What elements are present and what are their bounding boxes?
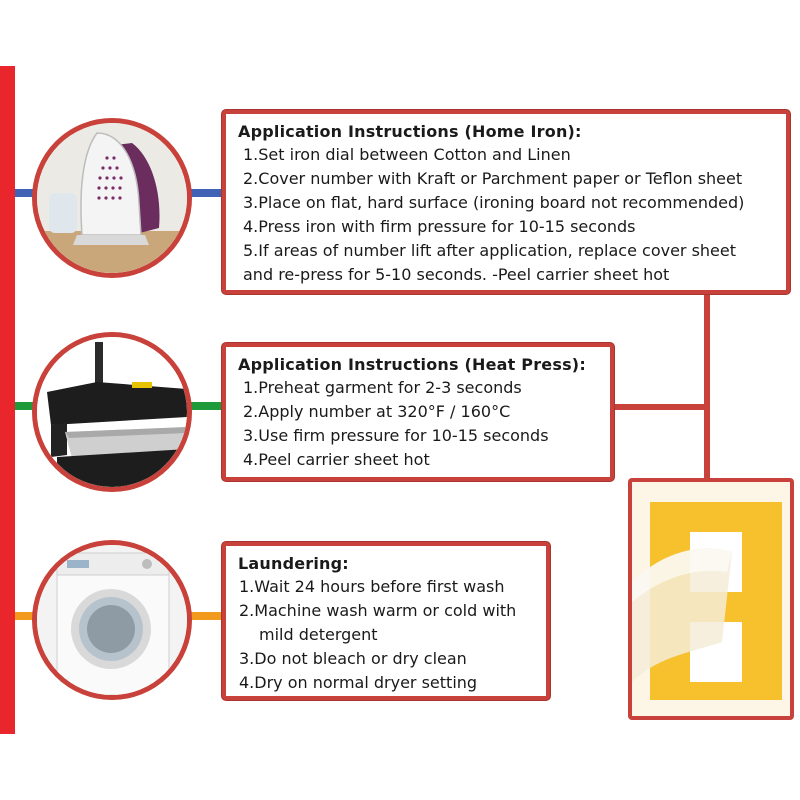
- list-item-continuation: mild detergent: [259, 625, 378, 644]
- list-item: and re-press for 5-10 seconds. -Peel carrier sheet hot: [243, 265, 670, 284]
- list-item: 2.Cover number with Kraft or Parchment paper or Teflon sheet: [243, 169, 743, 188]
- list-item: 2.Apply number at 320°F / 160°C: [243, 402, 511, 421]
- home-iron-instructions: [222, 110, 790, 294]
- list-item: 1.Wait 24 hours before first wash: [239, 577, 505, 596]
- washing-machine-icon: [37, 545, 187, 695]
- washing-machine-photo: [32, 540, 192, 700]
- home-iron-steps: [226, 143, 786, 287]
- list-item: 4.Press iron with firm pressure for 10-15 seconds: [243, 217, 636, 236]
- laundering-steps: [226, 575, 546, 695]
- list-item: [239, 623, 546, 647]
- heat-press-icon: [37, 337, 187, 487]
- list-item: 4.Dry on normal dryer setting: [239, 673, 478, 692]
- heat-press-title: Application Instructions (Heat Press):: [238, 355, 586, 374]
- heat-press-instructions: [222, 343, 614, 481]
- transfer-number-image: [632, 482, 790, 716]
- left-accent-bar: [0, 66, 15, 734]
- list-item: 1.Set iron dial between Cotton and Linen: [243, 145, 571, 164]
- list-item: 2.Machine wash warm or cold with: [239, 601, 517, 620]
- product-connector-horizontal: [606, 404, 710, 410]
- heat-press-photo: [32, 332, 192, 492]
- iron-icon: [37, 123, 187, 273]
- heat-press-steps: [226, 376, 610, 472]
- list-item: 3.Use firm pressure for 10-15 seconds: [243, 426, 549, 445]
- home-iron-title: Application Instructions (Home Iron):: [238, 122, 582, 141]
- laundering-instructions: [222, 542, 550, 700]
- product-connector-vertical: [704, 286, 710, 482]
- list-item: 3.Place on flat, hard surface (ironing board not recommended): [243, 193, 745, 212]
- list-item: 3.Do not bleach or dry clean: [239, 649, 467, 668]
- list-item: 1.Preheat garment for 2-3 seconds: [243, 378, 522, 397]
- list-item: 5.If areas of number lift after application, replace cover sheet: [243, 241, 737, 260]
- product-photo: [628, 478, 794, 720]
- laundering-title: Laundering:: [238, 554, 349, 573]
- iron-photo: [32, 118, 192, 278]
- list-item: 4.Peel carrier sheet hot: [243, 450, 430, 469]
